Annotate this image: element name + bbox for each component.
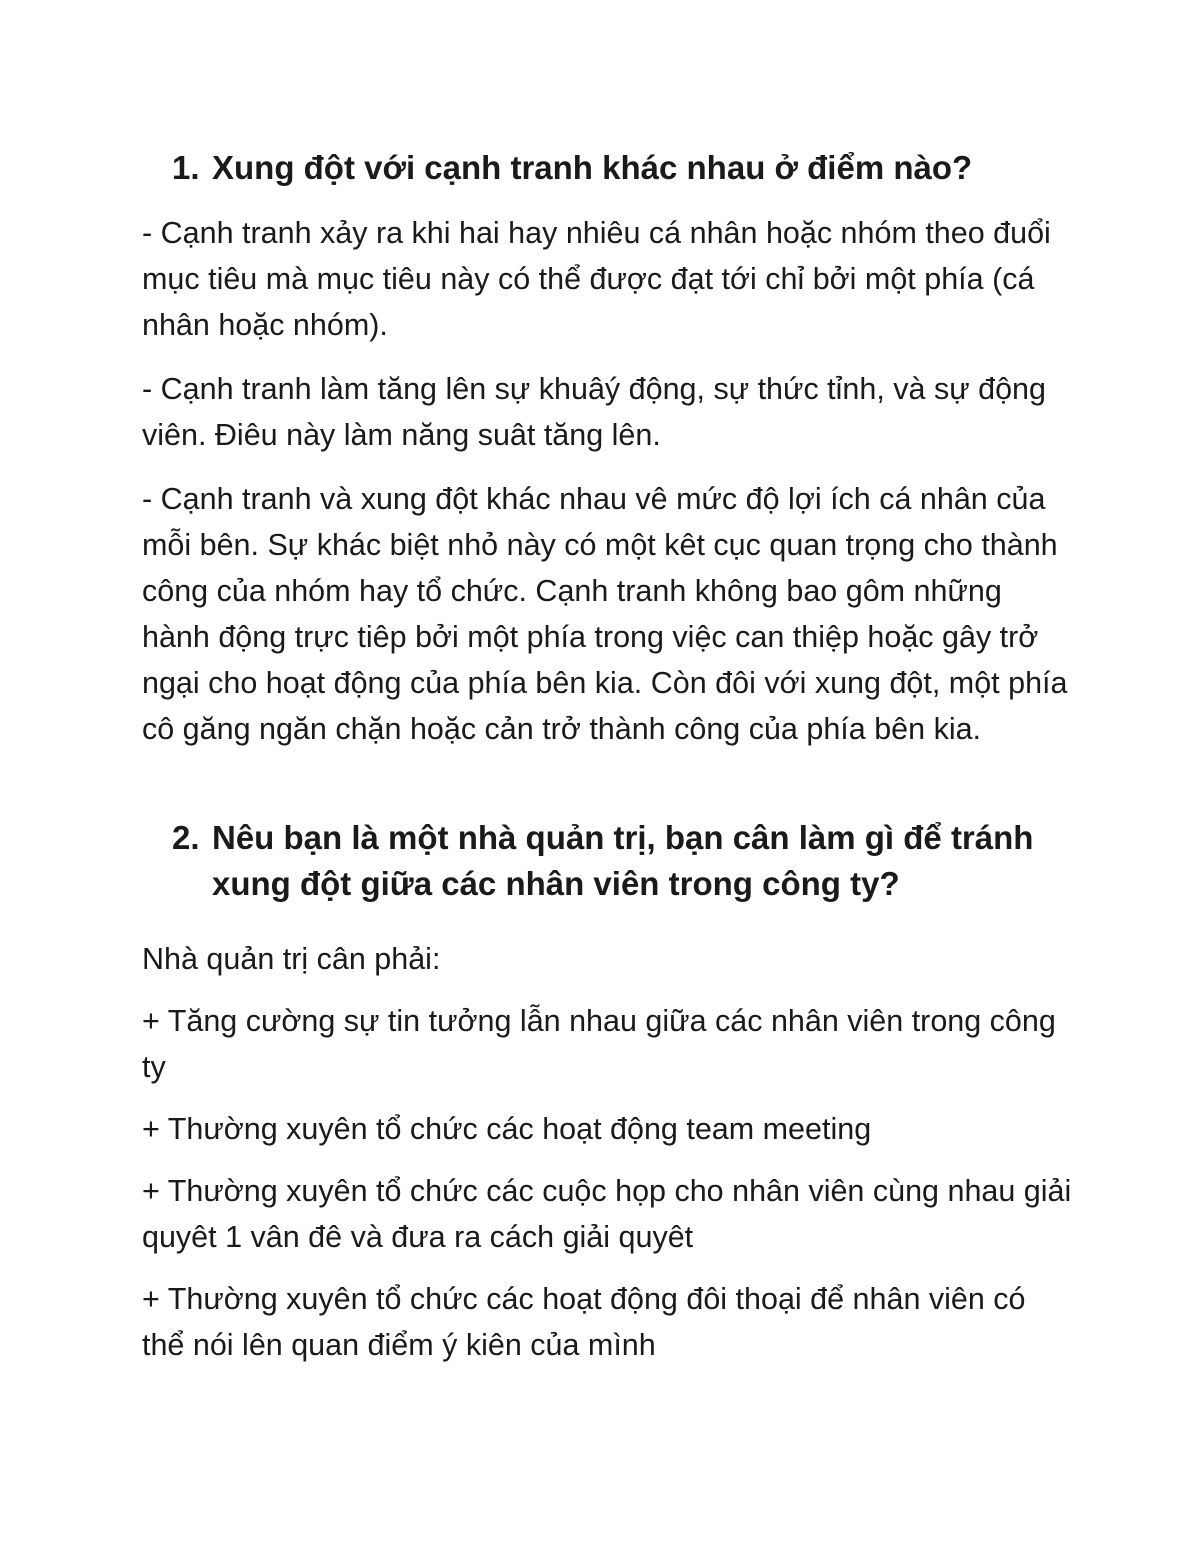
question-2-item-1: + Tăng cường sự tin tưởng lẫn nhau giữa các nhân viên trong công ty xyxy=(142,1004,1056,1084)
question-1-heading xyxy=(172,145,1112,191)
question-2-item-2: + Thường xuyên tổ chức các hoạt động team meeting xyxy=(142,1112,872,1146)
question-1-paragraph-3: - Cạnh tranh và xung đột khác nhau vê mức độ lợi ích cá nhân của mỗi bên. Sự khác biệt nhỏ này có một kêt cục quan trọng cho thành công của nhóm hay tổ chức. Cạnh tranh không bao gôm những hành động trực tiêp bởi một phía trong việc can thiệp hoặc gây trở ngại cho hoạt động của phía bên kia. Còn đôi với xung đột, một phía cô găng ngăn chặn hoặc cản trở thành công của phía bên kia. xyxy=(142,482,1068,746)
question-1-paragraph-2: - Cạnh tranh làm tăng lên sự khuâý động, sự thức tỉnh, và sự động viên. Điêu này làm năng suât tăng lên. xyxy=(142,372,1046,452)
question-2-number: 2. xyxy=(172,819,200,856)
question-1-number: 1. xyxy=(172,149,200,186)
question-2-title: Nêu bạn là một nhà quản trị, bạn cân làm gì để tránh xung đột giữa các nhân viên trong công ty? xyxy=(212,819,1034,902)
question-1-paragraph-1: - Cạnh tranh xảy ra khi hai hay nhiêu cá nhân hoặc nhóm theo đuổi mục tiêu mà mục tiêu này có thể được đạt tới chỉ bởi một phía (cá nhân hoặc nhóm). xyxy=(142,216,1051,342)
question-2-item-3: + Thường xuyên tổ chức các cuộc họp cho nhân viên cùng nhau giải quyêt 1 vân đê và đưa ra cách giải quyêt xyxy=(142,1174,1072,1254)
question-1-title: Xung đột với cạnh tranh khác nhau ở điểm nào? xyxy=(212,149,973,186)
question-2-item-4: + Thường xuyên tổ chức các hoạt động đôi thoại để nhân viên có thể nói lên quan điểm ý kiên của mình xyxy=(142,1282,1026,1362)
question-2-heading xyxy=(172,815,1062,907)
question-2-intro: Nhà quản trị cân phải: xyxy=(142,942,441,976)
